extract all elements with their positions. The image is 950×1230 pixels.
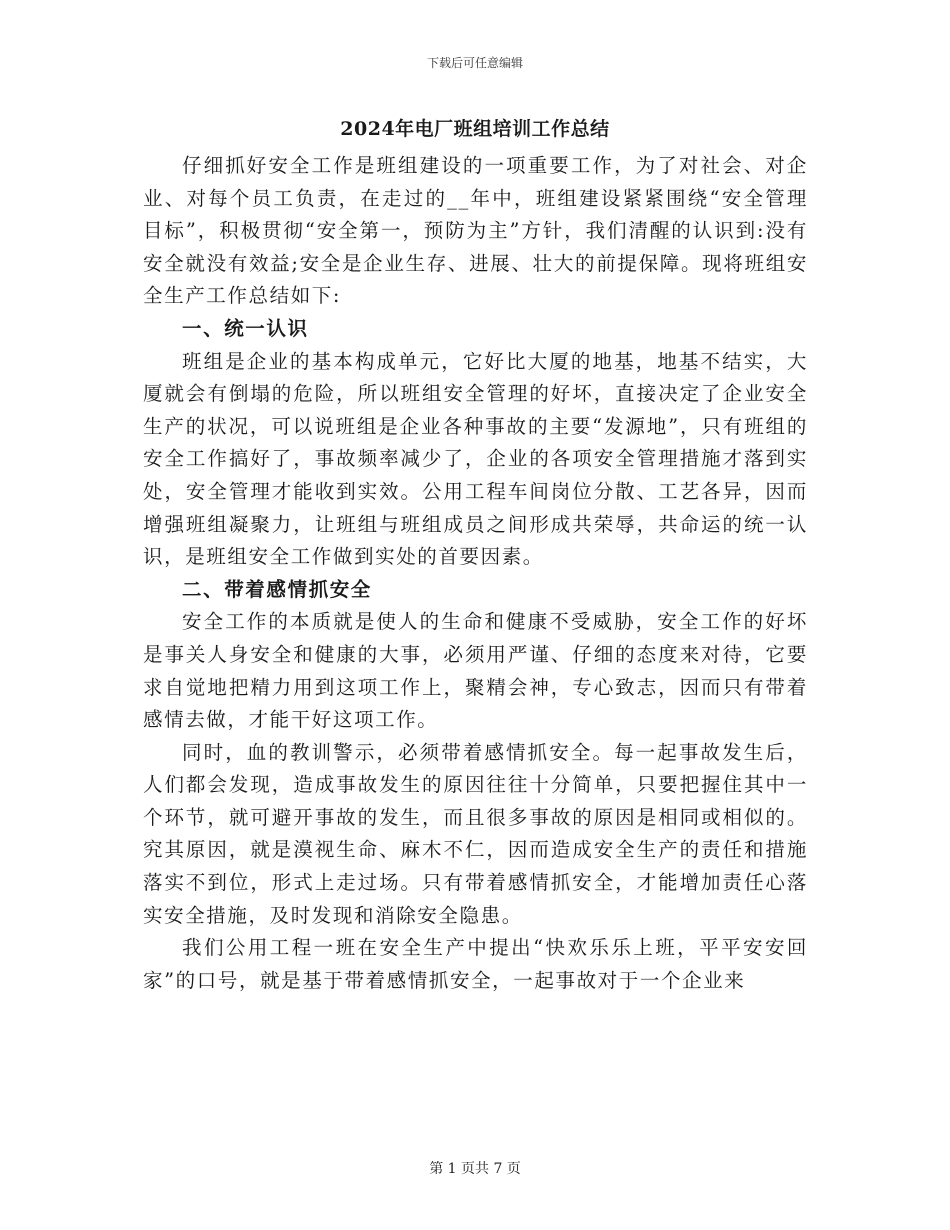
paragraph-section-2c: 我们公用工程一班在安全生产中提出“快欢乐乐上班，平平安安回家”的口号，就是基于带着感情抓安全，一起事故对于一个企业来 <box>143 936 808 992</box>
page-footer: 第 1 页共 7 页 <box>429 1161 521 1177</box>
section-heading-2: 二、带着感情抓安全 <box>182 577 372 601</box>
section-heading-1: 一、统一认识 <box>182 316 309 340</box>
document-title: 2024年电厂班组培训工作总结 <box>340 118 610 140</box>
document-body <box>143 150 808 997</box>
header-note: 下载后可任意编辑 <box>426 56 523 70</box>
paragraph-section-2b: 同时，血的教训警示，必须带着感情抓安全。每一起事故发生后，人们都会发现，造成事故发生的原因往往十分简单，只要把握住其中一个环节，就可避开事故的发生，而且很多事故的原因是相同或相似的。究其原因，就是漠视生命、麻木不仁，因而造成安全生产的责任和措施落实不到位，形式上走过场。只有带着感情抓安全，才能增加责任心落实安全措施，及时发现和消除安全隐患。 <box>143 740 808 927</box>
paragraph-section-1: 班组是企业的基本构成单元，它好比大厦的地基，地基不结实，大厦就会有倒塌的危险，所以班组安全管理的好坏，直接决定了企业安全生产的状况，可以说班组是企业各种事故的主要“发源地”，只有班组的安全工作搞好了，事故频率减少了，企业的各项安全管理措施才落到实处，安全管理才能收到实效。公用工程车间岗位分散、工艺各异，因而增强班组凝聚力，让班组与班组成员之间形成共荣辱，共命运的统一认识，是班组安全工作做到实处的首要因素。 <box>143 349 808 569</box>
paragraph-intro: 仔细抓好安全工作是班组建设的一项重要工作，为了对社会、对企业、对每个员工负责，在走过的__年中，班组建设紧紧围绕“安全管理目标”，积极贯彻“安全第一，预防为主”方针，我们清醒的认识到:没有安全就没有效益;安全是企业生存、进展、壮大的前提保障。现将班组安全生产工作总结如下: <box>143 154 808 308</box>
paragraph-section-2a: 安全工作的本质就是使人的生命和健康不受威胁，安全工作的好坏是事关人身安全和健康的大事，必须用严谨、仔细的态度来对待，它要求自觉地把精力用到这项工作上，聚精会神，专心致志，因而只有带着感情去做，才能干好这项工作。 <box>143 610 808 732</box>
